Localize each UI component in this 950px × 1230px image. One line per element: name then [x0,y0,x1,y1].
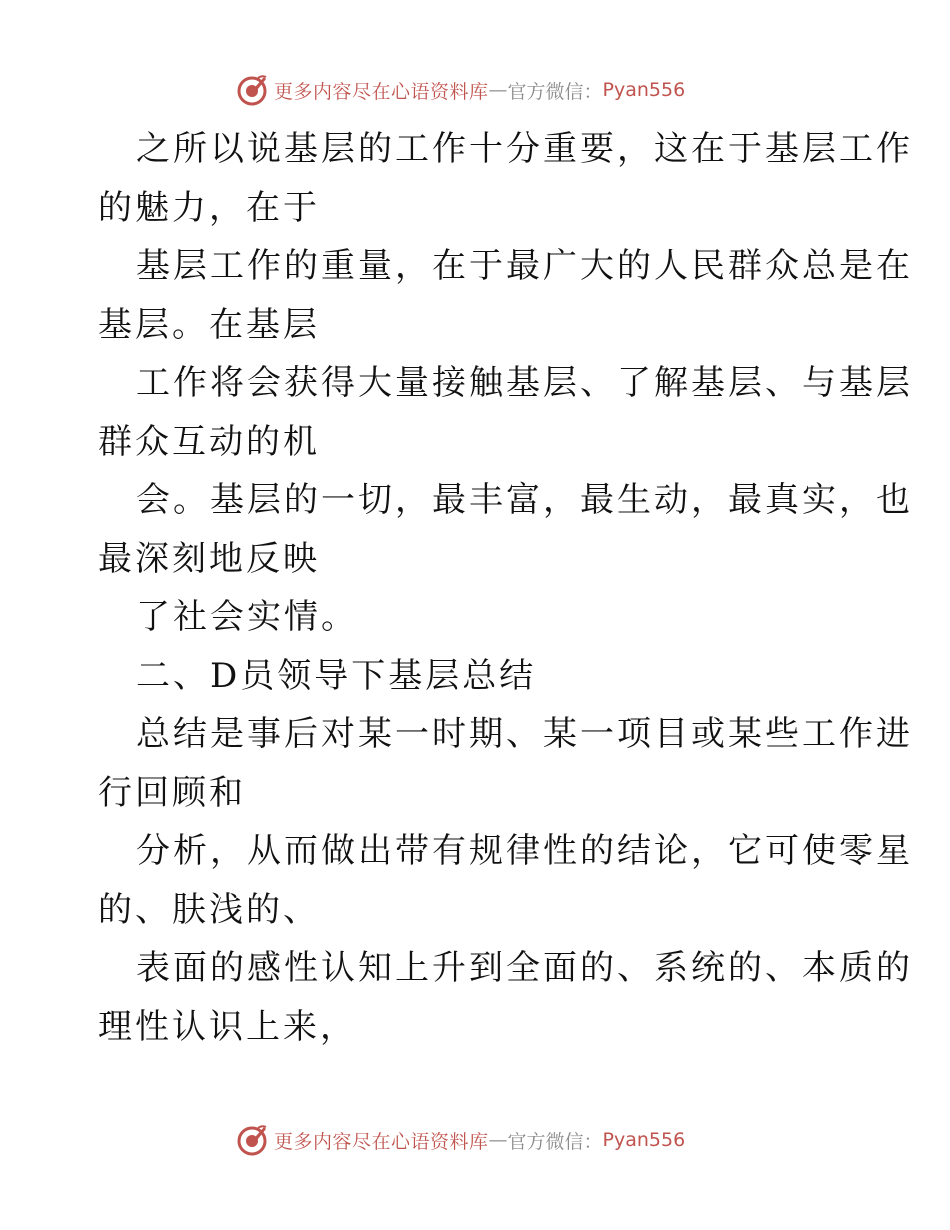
text-line: 基层工作的重量，在于最广大的人民群众总是在 [136,246,913,286]
text-line: 最深刻地反映 [98,538,320,579]
footer-watermark [236,1123,685,1157]
watermark-wechat-id: Pyan556 [602,79,686,101]
watermark-separator: — [488,79,508,101]
watermark-wechat-id: Pyan556 [602,1129,686,1151]
watermark-text: 更多内容尽在心语资料库 [274,80,489,103]
text-line: 分析，从而做出带有规律性的结论，它可使零星 [136,831,913,871]
text-line: 了社会实情。 [136,597,358,637]
document-body [98,120,913,1056]
watermark-label: 官方微信： [507,80,603,103]
section-heading: 二、D员领导下基层总结 [136,655,537,696]
text-line: 群众互动的机 [98,421,320,462]
text-line: 表面的感性认知上升到全面的、系统的、本质的 [136,948,913,988]
text-line: 总结是事后对某一时期、某一项目或某些工作进 [136,714,913,754]
watermark-label: 官方微信： [507,1130,603,1153]
watermark-text: 更多内容尽在心语资料库 [274,1130,489,1153]
text-line: 行回顾和 [98,772,246,813]
text-line: 的、肤浅的、 [98,889,320,930]
text-line: 基层。在基层 [98,304,320,345]
text-line: 理性认识上来， [98,1006,357,1047]
header-watermark [236,73,685,107]
text-line: 的魅力，在于 [98,187,320,228]
text-line: 之所以说基层的工作十分重要，这在于基层工作 [136,129,913,169]
text-line: 会。基层的一切，最丰富，最生动，最真实，也 [136,480,913,520]
watermark-separator: — [488,1129,508,1151]
text-line: 工作将会获得大量接触基层、了解基层、与基层 [136,363,913,403]
pen-logo-icon [236,74,268,106]
pen-logo-icon [236,1124,268,1156]
